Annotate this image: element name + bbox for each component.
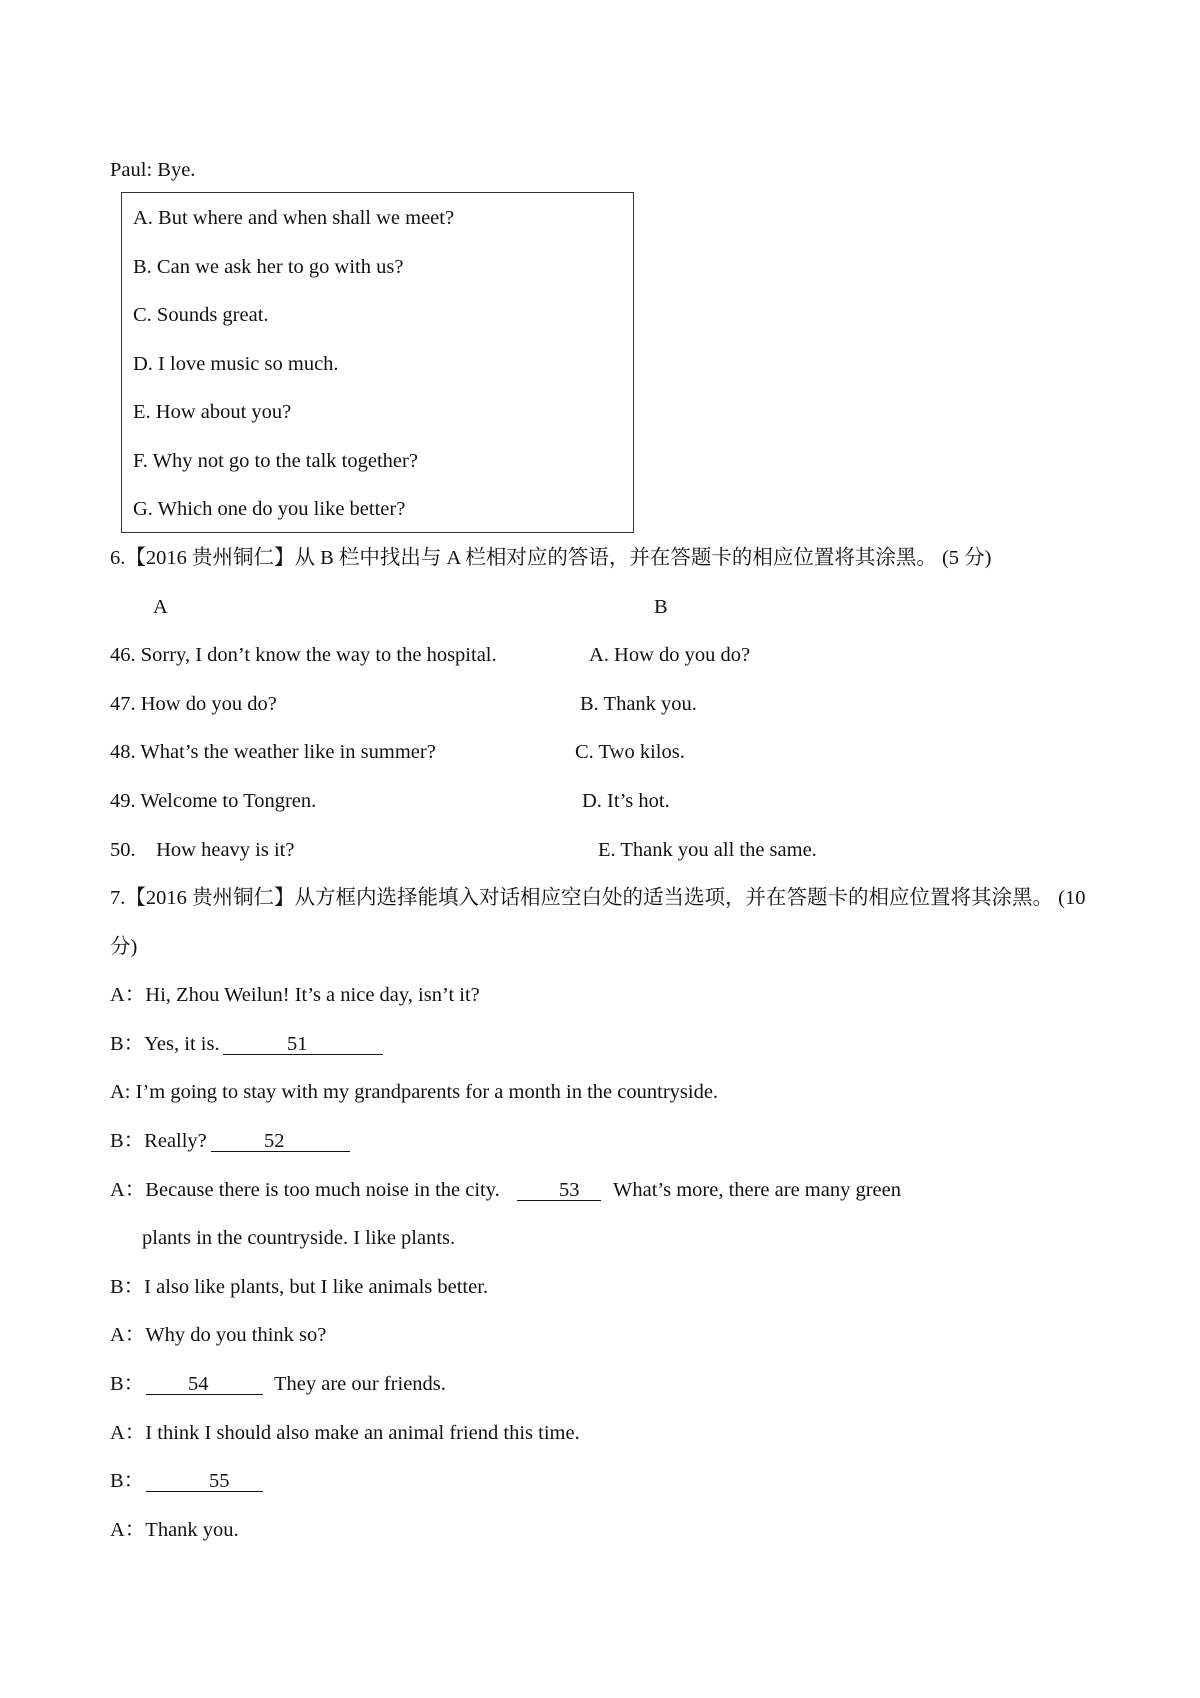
q6-row-c-b: C. Two kilos. — [575, 741, 685, 763]
dialogue-line-4: B：Really? — [110, 1130, 207, 1152]
dialogue-line-9: B： — [110, 1373, 145, 1395]
option-e: E. How about you? — [133, 401, 292, 423]
q6-col-b-header: B — [654, 596, 668, 618]
q6-row-e-b: E. Thank you all the same. — [598, 839, 817, 861]
dialogue-line-3: A: I’m going to stay with my grandparents for a month in the countryside. — [110, 1081, 719, 1103]
q6-row-47-a: 47. How do you do? — [110, 693, 277, 715]
blank-number-53: 53 — [559, 1179, 580, 1201]
q7-heading-line2: 分) — [110, 936, 138, 958]
dialogue-line-12: A：Thank you. — [110, 1519, 239, 1541]
option-d: D. I love music so much. — [133, 353, 339, 375]
dialogue-line-6: plants in the countryside. I like plants. — [142, 1227, 456, 1249]
q6-row-50-a: 50. How heavy is it? — [110, 839, 295, 861]
dialogue-line-8: A：Why do you think so? — [110, 1324, 327, 1346]
answer-blank-55[interactable] — [146, 1491, 263, 1492]
dialogue-line-7: B：I also like plants, but I like animals better. — [110, 1276, 489, 1298]
q6-row-d-b: D. It’s hot. — [582, 790, 670, 812]
option-a: A. But where and when shall we meet? — [133, 207, 455, 229]
q6-row-b-b: B. Thank you. — [580, 693, 697, 715]
blank-number-52: 52 — [264, 1130, 285, 1152]
blank-number-55: 55 — [209, 1470, 230, 1492]
q6-row-a-b: A. How do you do? — [589, 644, 751, 666]
blank-number-54: 54 — [188, 1373, 209, 1395]
dialogue-line-5: A：Because there is too much noise in the city. — [110, 1179, 500, 1201]
q6-heading: 6.【2016 贵州铜仁】从 B 栏中找出与 A 栏相对应的答语，并在答题卡的相应位置将其涂黑。 (5 分) — [110, 547, 992, 569]
dialogue-line-11: B： — [110, 1470, 145, 1492]
q6-row-49-a: 49. Welcome to Tongren. — [110, 790, 317, 812]
dialogue-line-9-suffix: They are our friends. — [274, 1373, 446, 1395]
q6-row-48-a: 48. What’s the weather like in summer? — [110, 741, 436, 763]
dialogue-line-2: B：Yes, it is. — [110, 1033, 220, 1055]
dialogue-line-5-suffix: What’s more, there are many green — [613, 1179, 902, 1201]
dialogue-line-10: A：I think I should also make an animal friend this time. — [110, 1422, 580, 1444]
q6-row-46-a: 46. Sorry, I don’t know the way to the hospital. — [110, 644, 497, 666]
paul-bye-line: Paul: Bye. — [110, 159, 196, 181]
dialogue-line-1: A：Hi, Zhou Weilun! It’s a nice day, isn’t it? — [110, 984, 480, 1006]
option-f: F. Why not go to the talk together? — [133, 450, 418, 472]
q7-heading-line1: 7.【2016 贵州铜仁】从方框内选择能填入对话相应空白处的适当选项，并在答题卡的相应位置将其涂黑。 (10 — [110, 887, 1086, 909]
blank-number-51: 51 — [287, 1033, 308, 1055]
option-b: B. Can we ask her to go with us? — [133, 256, 404, 278]
option-c: C. Sounds great. — [133, 304, 269, 326]
option-g: G. Which one do you like better? — [133, 498, 406, 520]
q6-col-a-header: A — [153, 596, 168, 618]
